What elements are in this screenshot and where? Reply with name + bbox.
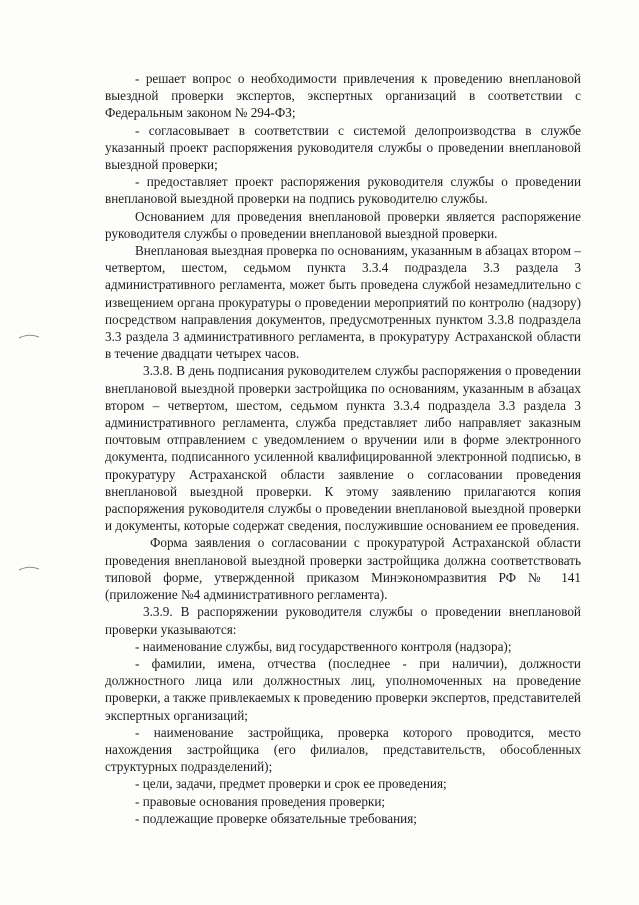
paragraph-application-form: Форма заявления о согласовании с прокуратурой Астраханской области проведения внеплановой выездной проверки застройщика должна соответствовать типовой форме, утвержденной приказом Минэкономразвития РФ № 141 (приложение №4 административного регламента).: [105, 535, 581, 603]
paragraph-submit-for-signature: - предоставляет проект распоряжения руководителя службы о проведении внеплановой выездной проверки на подпись руководителю службы.: [105, 174, 581, 207]
list-item-officials: - фамилии, имена, отчества (последнее - при наличии), должности должностного лица или должностных лиц, уполномоченных на проведение проверки, а также привлекаемых к проведению проверки экспертов, представителей экспертных организаций;: [105, 655, 581, 723]
paragraph-section-3-3-9: 3.3.9. В распоряжении руководителя службы о проведении внеплановой проверки указываются:: [105, 604, 581, 637]
document-body: [105, 70, 581, 827]
punch-mark-icon: [18, 333, 40, 339]
paragraph-agree-draft-order: - согласовывает в соответствии с системой делопроизводства в службе указанный проект распоряжения руководителя службы о проведении внеплановой выездной проверки;: [105, 122, 581, 173]
paragraph-basis-for-inspection: Основанием для проведения внеплановой проверки является распоряжение руководителя службы о проведении внеплановой выездной проверки.: [105, 208, 581, 241]
list-item-requirements: - подлежащие проверке обязательные требования;: [135, 810, 417, 826]
list-item-service-name: - наименование службы, вид государственного контроля (надзора);: [135, 638, 512, 654]
punch-mark-icon: [18, 565, 40, 571]
list-item-developer-name: - наименование застройщика, проверка которого проводится, место нахождения застройщика (его филиалов, представительств, обособленных структурных подразделений);: [105, 724, 581, 775]
paragraph-immediate-inspection: Внеплановая выездная проверка по основаниям, указанным в абзацах втором – четвертом, шестом, седьмом пункта 3.3.4 подраздела 3.3 раздела 3 административного регламента, может быть проведена службой незамедлительно с извещением органа прокуратуры о проведении мероприятий по контролю (надзору) посредством направления документов, предусмотренных пунктом 3.3.8 подраздела 3.3 раздела 3 административного регламента, в прокуратуру Астраханской области в течение двадцати четырех часов.: [105, 243, 581, 362]
paragraph-experts-involvement: - решает вопрос о необходимости привлечения к проведению внеплановой выездной проверки экспертов, экспертных организаций в соответствии с Федеральным законом № 294-ФЗ;: [105, 71, 581, 121]
paragraph-section-3-3-8: 3.3.8. В день подписания руководителем службы распоряжения о проведении внеплановой выездной проверки застройщика по основаниям, указанным в абзацах втором – четвертом, шестом, седьмом пункта 3.3.4 подраздела 3.3 раздела 3 административного регламента, служба представляет либо направляет заказным почтовым отправлением с уведомлением о вручении или в форме электронного документа, подписанного усиленной квалифицированной электронной подписью, в прокуратуру Астраханской области заявление о согласовании проведения внеплановой выездной проверки. К этому заявлению прилагаются копия распоряжения руководителя службы о проведении внеплановой выездной проверки и документы, которые содержат сведения, послужившие основанием ее проведения.: [105, 363, 581, 534]
list-item-goals: - цели, задачи, предмет проверки и срок ее проведения;: [135, 776, 447, 792]
list-item-legal-grounds: - правовые основания проведения проверки;: [135, 793, 386, 809]
